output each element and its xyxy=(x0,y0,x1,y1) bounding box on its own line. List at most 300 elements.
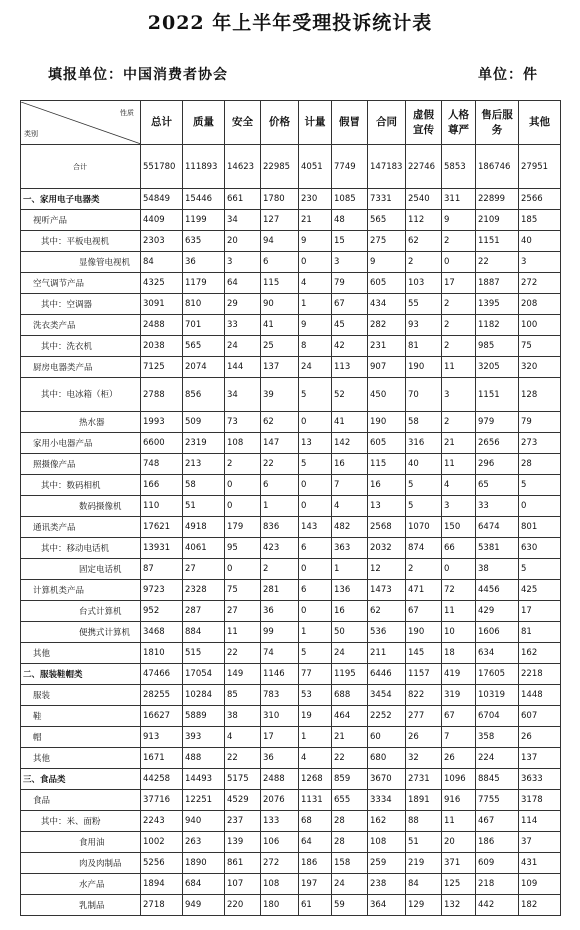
table-cell: 180 xyxy=(261,895,299,916)
table-cell: 37 xyxy=(519,832,561,853)
row-label: 一、家用电子电器类 xyxy=(21,189,141,210)
table-cell: 1 xyxy=(332,559,368,580)
table-row xyxy=(21,357,561,378)
table-cell: 482 xyxy=(332,517,368,538)
table-cell: 88 xyxy=(406,811,442,832)
table-cell: 58 xyxy=(406,412,442,433)
col-header: 假冒 xyxy=(332,101,368,145)
table-cell: 36 xyxy=(261,748,299,769)
table-cell: 51 xyxy=(183,496,225,517)
row-label: 鞋 xyxy=(21,706,141,727)
table-cell: 2 xyxy=(406,252,442,273)
table-cell: 11 xyxy=(442,601,476,622)
table-cell: 27951 xyxy=(519,145,561,189)
col-header: 虚假宣传 xyxy=(406,101,442,145)
table-cell: 1890 xyxy=(183,853,225,874)
table-cell: 107 xyxy=(225,874,261,895)
table-cell: 1 xyxy=(299,622,332,643)
table-cell: 149 xyxy=(225,664,261,685)
table-cell: 22 xyxy=(225,748,261,769)
table-row xyxy=(21,336,561,357)
table-cell: 836 xyxy=(261,517,299,538)
table-cell: 2 xyxy=(442,315,476,336)
table-cell: 2303 xyxy=(141,231,183,252)
table-cell: 139 xyxy=(225,832,261,853)
table-cell: 2488 xyxy=(141,315,183,336)
table-cell: 52 xyxy=(332,378,368,412)
table-cell: 147183 xyxy=(368,145,406,189)
table-cell: 810 xyxy=(183,294,225,315)
table-body xyxy=(21,145,561,916)
table-cell: 2568 xyxy=(368,517,406,538)
table-cell: 1891 xyxy=(406,790,442,811)
table-cell: 10 xyxy=(442,622,476,643)
table-cell: 1448 xyxy=(519,685,561,706)
table-cell: 13 xyxy=(299,433,332,454)
table-cell: 106 xyxy=(261,832,299,853)
table-cell: 2540 xyxy=(406,189,442,210)
row-label: 食品 xyxy=(21,790,141,811)
table-cell: 100 xyxy=(519,315,561,336)
table-cell: 6 xyxy=(299,538,332,559)
table-cell: 952 xyxy=(141,601,183,622)
table-cell: 137 xyxy=(519,748,561,769)
table-cell: 316 xyxy=(406,433,442,454)
table-cell: 2032 xyxy=(368,538,406,559)
table-cell: 263 xyxy=(183,832,225,853)
table-cell: 0 xyxy=(442,252,476,273)
table-cell: 801 xyxy=(519,517,561,538)
table-cell: 16 xyxy=(332,601,368,622)
table-row xyxy=(21,210,561,231)
table-cell: 783 xyxy=(261,685,299,706)
table-row xyxy=(21,412,561,433)
table-cell: 24 xyxy=(225,336,261,357)
table-cell: 58 xyxy=(183,475,225,496)
row-label: 其中：平板电视机 xyxy=(21,231,141,252)
table-cell: 363 xyxy=(332,538,368,559)
table-cell: 464 xyxy=(332,706,368,727)
table-cell: 129 xyxy=(406,895,442,916)
table-cell: 51 xyxy=(406,832,442,853)
table-cell: 2566 xyxy=(519,189,561,210)
table-cell: 115 xyxy=(368,454,406,475)
table-cell: 33 xyxy=(476,496,519,517)
row-label: 其他 xyxy=(21,748,141,769)
table-cell: 68 xyxy=(299,811,332,832)
table-cell: 108 xyxy=(368,832,406,853)
table-cell: 26 xyxy=(519,727,561,748)
table-cell: 59 xyxy=(332,895,368,916)
table-row xyxy=(21,475,561,496)
table-cell: 128 xyxy=(519,378,561,412)
table-cell: 2319 xyxy=(183,433,225,454)
table-cell: 22 xyxy=(225,643,261,664)
table-cell: 287 xyxy=(183,601,225,622)
table-cell: 684 xyxy=(183,874,225,895)
table-cell: 273 xyxy=(519,433,561,454)
table-cell: 19 xyxy=(299,706,332,727)
table-cell: 190 xyxy=(368,412,406,433)
table-cell: 6446 xyxy=(368,664,406,685)
table-cell: 12 xyxy=(368,559,406,580)
table-cell: 94 xyxy=(261,231,299,252)
table-cell: 916 xyxy=(442,790,476,811)
table-cell: 7749 xyxy=(332,145,368,189)
table-cell: 2328 xyxy=(183,580,225,601)
table-cell: 190 xyxy=(406,622,442,643)
table-cell: 208 xyxy=(519,294,561,315)
table-cell: 5175 xyxy=(225,769,261,790)
table-cell: 29 xyxy=(225,294,261,315)
table-cell: 296 xyxy=(476,454,519,475)
table-cell: 6474 xyxy=(476,517,519,538)
table-cell: 99 xyxy=(261,622,299,643)
table-cell: 27 xyxy=(225,601,261,622)
row-label: 计算机类产品 xyxy=(21,580,141,601)
table-cell: 17054 xyxy=(183,664,225,685)
table-cell: 22 xyxy=(261,454,299,475)
table-cell: 661 xyxy=(225,189,261,210)
table-cell: 28 xyxy=(519,454,561,475)
table-cell: 20 xyxy=(225,231,261,252)
table-cell: 1002 xyxy=(141,832,183,853)
table-cell: 16627 xyxy=(141,706,183,727)
table-cell: 2 xyxy=(406,559,442,580)
table-cell: 143 xyxy=(299,517,332,538)
table-cell: 8 xyxy=(299,336,332,357)
table-cell: 28 xyxy=(332,811,368,832)
col-header: 合同 xyxy=(368,101,406,145)
table-cell: 5 xyxy=(406,496,442,517)
table-cell: 319 xyxy=(442,685,476,706)
table-cell: 371 xyxy=(442,853,476,874)
table-cell: 27 xyxy=(183,559,225,580)
table-cell: 162 xyxy=(368,811,406,832)
table-cell: 4 xyxy=(299,748,332,769)
table-cell: 2038 xyxy=(141,336,183,357)
table-cell: 22 xyxy=(476,252,519,273)
row-label: 视听产品 xyxy=(21,210,141,231)
table-cell: 425 xyxy=(519,580,561,601)
table-cell: 186746 xyxy=(476,145,519,189)
table-row xyxy=(21,378,561,412)
table-cell: 48 xyxy=(332,210,368,231)
table-cell: 1268 xyxy=(299,769,332,790)
table-row xyxy=(21,252,561,273)
row-label: 其他 xyxy=(21,643,141,664)
table-cell: 1151 xyxy=(476,378,519,412)
table-cell: 186 xyxy=(299,853,332,874)
col-header: 质量 xyxy=(183,101,225,145)
table-cell: 0 xyxy=(299,601,332,622)
table-row xyxy=(21,601,561,622)
table-row xyxy=(21,853,561,874)
table-cell: 6 xyxy=(261,252,299,273)
table-cell: 74 xyxy=(261,643,299,664)
table-cell: 907 xyxy=(368,357,406,378)
table-row xyxy=(21,895,561,916)
row-label: 固定电话机 xyxy=(21,559,141,580)
table-cell: 1395 xyxy=(476,294,519,315)
table-cell: 450 xyxy=(368,378,406,412)
table-cell: 0 xyxy=(225,496,261,517)
table-cell: 144 xyxy=(225,357,261,378)
row-label: 厨房电器类产品 xyxy=(21,357,141,378)
table-cell: 6704 xyxy=(476,706,519,727)
table-cell: 0 xyxy=(299,412,332,433)
table-cell: 605 xyxy=(368,273,406,294)
table-cell: 11 xyxy=(442,454,476,475)
table-cell: 34 xyxy=(225,210,261,231)
table-cell: 655 xyxy=(332,790,368,811)
table-cell: 65 xyxy=(476,475,519,496)
col-header: 总计 xyxy=(141,101,183,145)
table-row xyxy=(21,273,561,294)
table-cell: 40 xyxy=(519,231,561,252)
table-cell: 2 xyxy=(261,559,299,580)
table-cell: 2488 xyxy=(261,769,299,790)
table-cell: 8845 xyxy=(476,769,519,790)
table-cell: 3633 xyxy=(519,769,561,790)
table-cell: 1146 xyxy=(261,664,299,685)
table-cell: 3 xyxy=(442,496,476,517)
table-cell: 2218 xyxy=(519,664,561,685)
row-label: 显像管电视机 xyxy=(21,252,141,273)
row-label: 三、食品类 xyxy=(21,769,141,790)
table-cell: 17621 xyxy=(141,517,183,538)
row-label: 食用油 xyxy=(21,832,141,853)
table-cell: 551780 xyxy=(141,145,183,189)
table-cell: 2 xyxy=(442,231,476,252)
table-cell: 431 xyxy=(519,853,561,874)
table-row xyxy=(21,315,561,336)
table-cell: 220 xyxy=(225,895,261,916)
table-cell: 515 xyxy=(183,643,225,664)
table-cell: 109 xyxy=(519,874,561,895)
table-cell: 688 xyxy=(332,685,368,706)
table-row xyxy=(21,559,561,580)
table-cell: 0 xyxy=(225,475,261,496)
table-cell: 2076 xyxy=(261,790,299,811)
table-cell: 73 xyxy=(225,412,261,433)
table-cell: 113 xyxy=(332,357,368,378)
table-row xyxy=(21,145,561,189)
table-cell: 186 xyxy=(476,832,519,853)
table-cell: 3468 xyxy=(141,622,183,643)
row-label: 热水器 xyxy=(21,412,141,433)
table-cell: 41 xyxy=(261,315,299,336)
table-cell: 859 xyxy=(332,769,368,790)
table-cell: 4456 xyxy=(476,580,519,601)
table-cell: 84 xyxy=(141,252,183,273)
table-cell: 50 xyxy=(332,622,368,643)
table-row xyxy=(21,769,561,790)
table-cell: 55 xyxy=(406,294,442,315)
table-cell: 21 xyxy=(442,433,476,454)
table-cell: 4061 xyxy=(183,538,225,559)
table-cell: 11 xyxy=(442,811,476,832)
table-cell: 701 xyxy=(183,315,225,336)
table-cell: 166 xyxy=(141,475,183,496)
table-cell: 3 xyxy=(519,252,561,273)
table-cell: 37716 xyxy=(141,790,183,811)
table-cell: 1473 xyxy=(368,580,406,601)
table-cell: 110 xyxy=(141,496,183,517)
table-cell: 70 xyxy=(406,378,442,412)
table-cell: 28255 xyxy=(141,685,183,706)
table-cell: 127 xyxy=(261,210,299,231)
table-cell: 3334 xyxy=(368,790,406,811)
table-cell: 54849 xyxy=(141,189,183,210)
table-cell: 1 xyxy=(299,294,332,315)
col-header: 售后服务 xyxy=(476,101,519,145)
table-cell: 20 xyxy=(442,832,476,853)
row-label: 其中：空调器 xyxy=(21,294,141,315)
table-cell: 17 xyxy=(442,273,476,294)
row-label: 洗衣类产品 xyxy=(21,315,141,336)
table-cell: 565 xyxy=(183,336,225,357)
table-cell: 13931 xyxy=(141,538,183,559)
table-cell: 60 xyxy=(368,727,406,748)
row-label: 空气调节产品 xyxy=(21,273,141,294)
table-cell: 5381 xyxy=(476,538,519,559)
table-cell: 5 xyxy=(406,475,442,496)
table-cell: 137 xyxy=(261,357,299,378)
row-label: 服装 xyxy=(21,685,141,706)
table-cell: 630 xyxy=(519,538,561,559)
table-cell: 442 xyxy=(476,895,519,916)
table-cell: 67 xyxy=(442,706,476,727)
table-cell: 2 xyxy=(225,454,261,475)
table-cell: 75 xyxy=(519,336,561,357)
table-cell: 275 xyxy=(368,231,406,252)
row-label: 便携式计算机 xyxy=(21,622,141,643)
table-cell: 38 xyxy=(476,559,519,580)
corner-bottom-label: 类别 xyxy=(24,129,38,138)
table-cell: 90 xyxy=(261,294,299,315)
table-cell: 6 xyxy=(261,475,299,496)
table-cell: 218 xyxy=(476,874,519,895)
table-cell: 1151 xyxy=(476,231,519,252)
table-row xyxy=(21,496,561,517)
table-cell: 0 xyxy=(299,496,332,517)
table-cell: 423 xyxy=(261,538,299,559)
table-cell: 238 xyxy=(368,874,406,895)
table-cell: 182 xyxy=(519,895,561,916)
table-cell: 6 xyxy=(299,580,332,601)
table-cell: 1195 xyxy=(332,664,368,685)
table-cell: 87 xyxy=(141,559,183,580)
table-cell: 6600 xyxy=(141,433,183,454)
table-cell: 3091 xyxy=(141,294,183,315)
table-cell: 358 xyxy=(476,727,519,748)
table-cell: 77 xyxy=(299,664,332,685)
table-cell: 4 xyxy=(225,727,261,748)
table-cell: 64 xyxy=(225,273,261,294)
table-cell: 224 xyxy=(476,748,519,769)
table-cell: 605 xyxy=(368,433,406,454)
table-cell: 150 xyxy=(442,517,476,538)
table-cell: 95 xyxy=(225,538,261,559)
table-cell: 3 xyxy=(332,252,368,273)
table-row xyxy=(21,811,561,832)
table-cell: 237 xyxy=(225,811,261,832)
table-cell: 147 xyxy=(261,433,299,454)
corner-header xyxy=(21,101,141,145)
table-cell: 85 xyxy=(225,685,261,706)
table-cell: 2109 xyxy=(476,210,519,231)
col-header: 其他 xyxy=(519,101,561,145)
table-cell: 1894 xyxy=(141,874,183,895)
table-cell: 5889 xyxy=(183,706,225,727)
table-cell: 185 xyxy=(519,210,561,231)
table-row xyxy=(21,664,561,685)
table-cell: 281 xyxy=(261,580,299,601)
row-label: 通讯类产品 xyxy=(21,517,141,538)
table-cell: 5 xyxy=(299,643,332,664)
table-cell: 509 xyxy=(183,412,225,433)
table-cell: 2731 xyxy=(406,769,442,790)
table-cell: 9723 xyxy=(141,580,183,601)
table-cell: 17605 xyxy=(476,664,519,685)
table-cell: 940 xyxy=(183,811,225,832)
table-cell: 2788 xyxy=(141,378,183,412)
table-cell: 47466 xyxy=(141,664,183,685)
table-cell: 53 xyxy=(299,685,332,706)
table-cell: 419 xyxy=(442,664,476,685)
corner-top-label: 性质 xyxy=(120,108,134,117)
table-cell: 11 xyxy=(442,357,476,378)
table-cell: 42 xyxy=(332,336,368,357)
table-row xyxy=(21,790,561,811)
table-cell: 10284 xyxy=(183,685,225,706)
table-cell: 311 xyxy=(442,189,476,210)
table-cell: 3670 xyxy=(368,769,406,790)
table-row xyxy=(21,727,561,748)
table-cell: 79 xyxy=(332,273,368,294)
measure-unit: 单位：件 xyxy=(478,67,538,83)
table-cell: 0 xyxy=(519,496,561,517)
table-cell: 230 xyxy=(299,189,332,210)
table-cell: 21 xyxy=(332,727,368,748)
table-cell: 108 xyxy=(225,433,261,454)
header-row xyxy=(21,101,561,145)
table-cell: 16 xyxy=(368,475,406,496)
table-cell: 1887 xyxy=(476,273,519,294)
table-cell: 272 xyxy=(261,853,299,874)
table-cell: 0 xyxy=(442,559,476,580)
table-cell: 1182 xyxy=(476,315,519,336)
table-cell: 9 xyxy=(299,231,332,252)
table-cell: 985 xyxy=(476,336,519,357)
table-cell: 0 xyxy=(299,252,332,273)
table-cell: 5256 xyxy=(141,853,183,874)
table-cell: 44258 xyxy=(141,769,183,790)
table-cell: 7125 xyxy=(141,357,183,378)
table-cell: 364 xyxy=(368,895,406,916)
table-cell: 1780 xyxy=(261,189,299,210)
table-row xyxy=(21,454,561,475)
statistics-table xyxy=(20,100,561,916)
table-cell: 26 xyxy=(442,748,476,769)
row-label: 乳制品 xyxy=(21,895,141,916)
table-row xyxy=(21,433,561,454)
row-label: 二、服装鞋帽类 xyxy=(21,664,141,685)
table-row xyxy=(21,832,561,853)
table-cell: 62 xyxy=(406,231,442,252)
table-cell: 62 xyxy=(261,412,299,433)
